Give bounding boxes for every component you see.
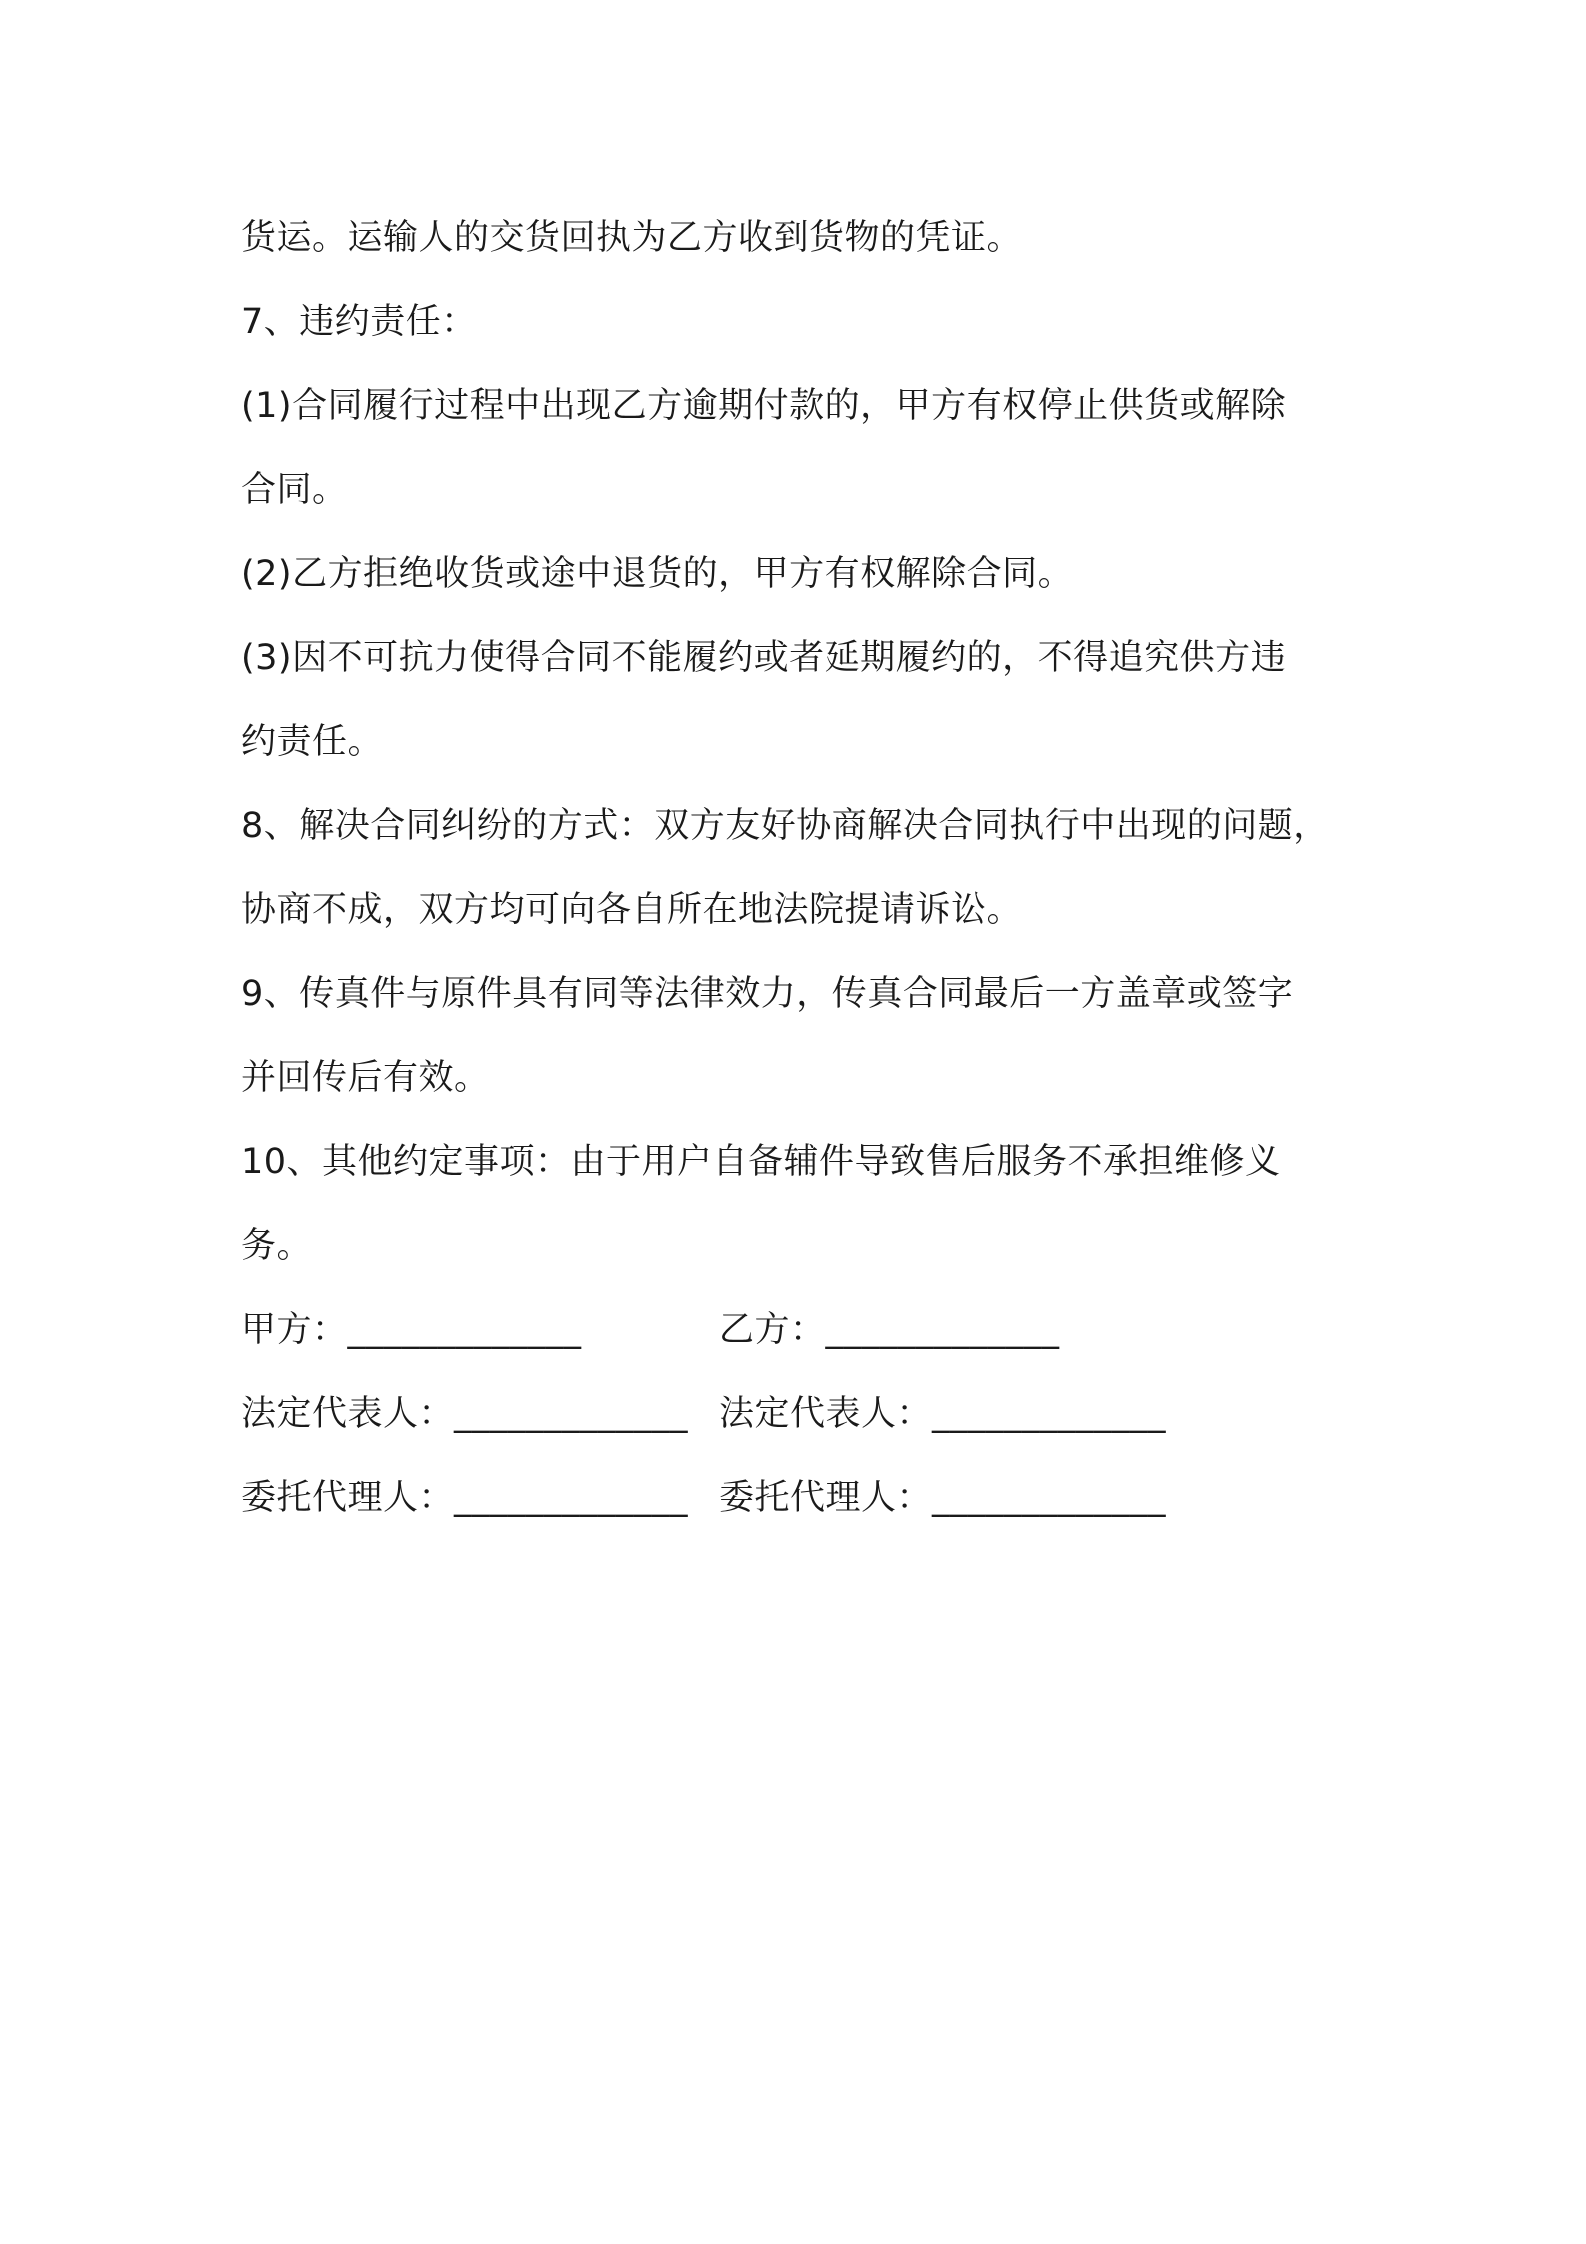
party-a-signature-field: 甲方：_____________ (241, 1310, 582, 1350)
paragraph-line: (1)合同履行过程中出现乙方逾期付款的，甲方有权停止供货或解除 (241, 386, 1287, 426)
paragraph-line: 务。 (241, 1226, 313, 1266)
paragraph-line: 并回传后有效。 (241, 1058, 490, 1098)
document-body (241, 196, 1371, 1540)
section-heading-breach-liability: 7、违约责任： (241, 302, 477, 342)
paragraph-line: 合同。 (241, 470, 348, 510)
agent-b-signature-field: 委托代理人：_____________ (719, 1478, 1167, 1518)
paragraph-line: (2)乙方拒绝收货或途中退货的，甲方有权解除合同。 (241, 554, 1074, 594)
legal-rep-a-signature-field: 法定代表人：_____________ (241, 1394, 689, 1434)
agent-a-signature-field: 委托代理人：_____________ (241, 1478, 689, 1518)
signature-row-agent (241, 1456, 1371, 1540)
signature-row-parties (241, 1288, 1371, 1372)
section-dispute-resolution: 8、解决合同纠纷的方式：双方友好协商解决合同执行中出现的问题， (241, 806, 1329, 846)
party-b-signature-field: 乙方：_____________ (719, 1310, 1060, 1350)
paragraph-line: 约责任。 (241, 722, 384, 762)
section-other-terms: 10、其他约定事项：由于用户自备辅件导致售后服务不承担维修义 (241, 1142, 1281, 1182)
legal-rep-b-signature-field: 法定代表人：_____________ (719, 1394, 1167, 1434)
paragraph-line: 协商不成，双方均可向各自所在地法院提请诉讼。 (241, 890, 1023, 930)
paragraph-line: (3)因不可抗力使得合同不能履约或者延期履约的，不得追究供方违 (241, 638, 1287, 678)
paragraph-line: 货运。运输人的交货回执为乙方收到货物的凭证。 (241, 218, 1023, 258)
section-fax-validity: 9、传真件与原件具有同等法律效力，传真合同最后一方盖章或签字 (241, 974, 1294, 1014)
signature-row-legal-rep (241, 1372, 1371, 1456)
